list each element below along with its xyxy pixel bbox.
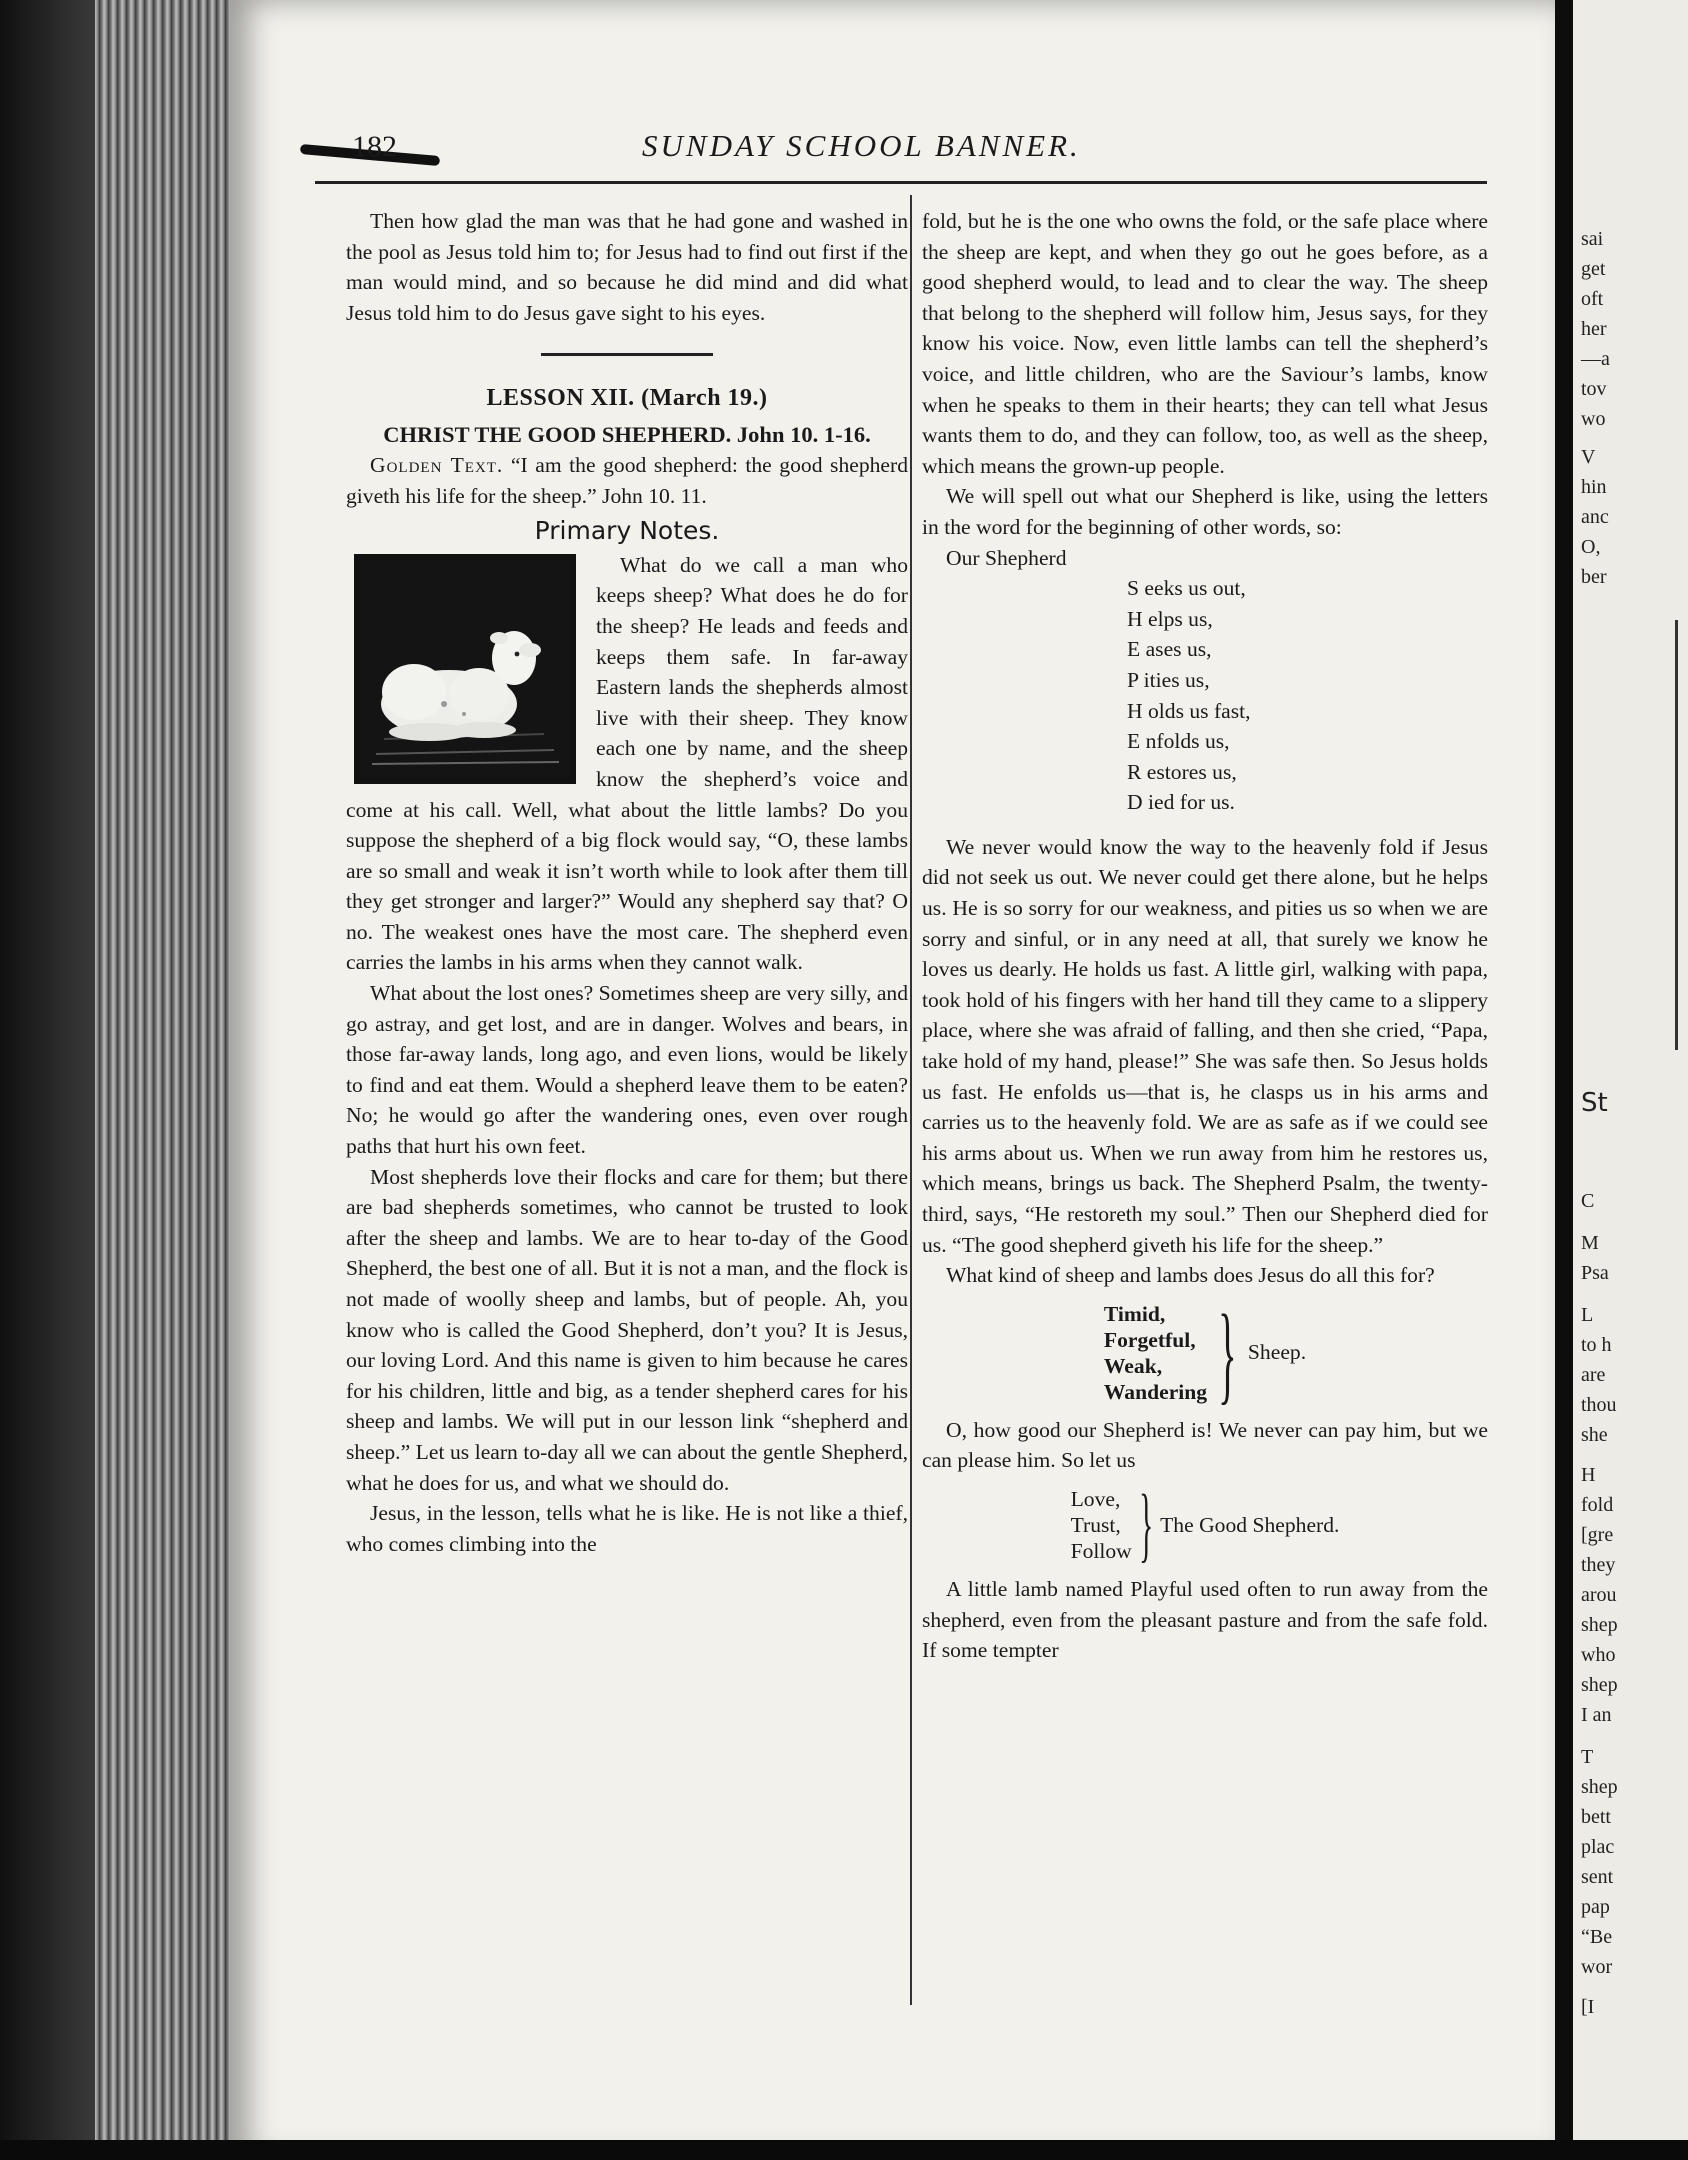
brace-item: Love, [1070,1486,1121,1511]
adjacent-page-text-fragment: St [1581,1088,1608,1118]
paragraph: fold, but he is the one who owns the fold, or the safe place where the sheep are kept, and when they go out he goes before, as a good shepherd would, to lead and to clear the way. The sheep that belong to the shepherd will follow him, Jesus says, for they know his voice. Now, even little lambs can tell the shepherd’s voice, and little children, who are the Saviour’s lambs, know when he speaks to them in their hearts; they can tell what Jesus wants them to do, and they can follow, too, as well as the sheep, which means the grown-up people. [922,209,1488,478]
opening-paragraph: Then how glad the man was that he had gone and washed in the pool as Jesus told him to; for Jesus had to find out first if the man would mind, and so because he did mind and did what Jesus told him to do Jesus gave sight to his eyes. [346,209,908,325]
adjacent-page-text-fragment: C [1581,1190,1595,1212]
brace-item: Forgetful, [1103,1327,1196,1352]
paragraph: What about the lost ones? Sometimes sheep are very silly, and go astray, and get lost, and are in danger. Wolves and bears, in those far-away lands, long ago, and even lions, would be likely to find and eat them. Would a shepherd leave them to be eaten? No; he would go after the wandering ones, even over rough paths that hurt his own feet. [346,981,908,1159]
adjacent-page-rule [1675,620,1678,1050]
book-binding-shadow [0,0,95,2160]
adjacent-page-text-fragment: get [1581,258,1606,280]
golden-text-label: Golden Text. [370,452,504,477]
adjacent-page-text-fragment: are [1581,1364,1606,1386]
adjacent-page-text-fragment: —a [1581,348,1610,370]
lesson-title: CHRIST THE GOOD SHEPHERD. John 10. 1-16. [383,421,871,447]
adjacent-page-text-fragment: O, [1581,536,1601,558]
brace-item: Wandering [1103,1379,1208,1404]
adjacent-page-text-fragment: pap [1581,1896,1610,1918]
adjacent-page-text-fragment: [I [1581,1996,1595,2018]
acrostic-line: R estores us, [1127,759,1237,784]
adjacent-page-text-fragment: ber [1581,566,1607,588]
adjacent-page-text-fragment: L [1581,1304,1594,1326]
adjacent-page-text-fragment: who [1581,1644,1616,1666]
page-header [310,128,1490,168]
adjacent-page-text-fragment: hin [1581,476,1607,498]
paragraph: Jesus, in the lesson, tells what he is like. He is not like a thief, who comes climbing into the [346,1501,908,1556]
running-title: SUNDAY SCHOOL BANNER. [642,128,1081,163]
adjacent-page-text-fragment: they [1581,1554,1616,1576]
brace-items [1104,1301,1207,1405]
book-gutter [1555,0,1573,2160]
acrostic-line: P ities us, [1127,667,1210,692]
paragraph: We will spell out what our Shepherd is like, using the letters in the word for the beginning of other words, so: [922,484,1488,539]
adjacent-page-text-fragment: wor [1581,1956,1613,1978]
adjacent-page-text-fragment: plac [1581,1836,1615,1858]
adjacent-page-text-fragment: sai [1581,228,1604,250]
adjacent-page-text-fragment: T [1581,1746,1594,1768]
adjacent-page-text-fragment: to h [1581,1334,1612,1356]
lamb-illustration [354,554,576,784]
adjacent-page-text-fragment: she [1581,1424,1608,1446]
acrostic-line: S eeks us out, [1127,576,1246,601]
adjacent-page-text-fragment: arou [1581,1584,1617,1606]
brace-item: Trust, [1070,1512,1121,1537]
brace-icon: } [1218,1291,1237,1414]
paragraph: What kind of sheep and lambs does Jesus do all this for? [946,1263,1435,1288]
adjacent-page-text-fragment: oft [1581,288,1604,310]
scan-bottom-edge [0,2140,1688,2160]
paragraph: O, how good our Shepherd is! We never can pay him, but we can please him. So let us [922,1417,1488,1473]
adjacent-page-text-fragment: “Be [1581,1926,1613,1948]
adjacent-page-text-fragment: shep [1581,1614,1618,1636]
left-column [346,206,908,1559]
adjacent-page-text-fragment: her [1581,318,1607,340]
acrostic-line: H elps us, [1127,606,1213,631]
column-divider [910,195,912,2005]
adjacent-page-text-fragment: wo [1581,408,1606,430]
acrostic-line: H olds us fast, [1127,698,1251,723]
brace-item: Follow [1070,1538,1132,1563]
brace-group-sheep [922,1291,1488,1414]
adjacent-page-text-fragment: V [1581,446,1596,468]
right-column [922,206,1488,1666]
brace-label: The Good Shepherd. [1160,1512,1340,1537]
paragraph: We never would know the way to the heavenly fold if Jesus did not seek us out. We never could get there alone, but he helps us. He is so sorry for our weakness, and pities us so when we are sorry and sinful, or in any need at all, that surely we know he loves us dearly. He holds us fast. A little girl, walking with papa, took hold of his fingers with her hand till they came to a slippery place, where she was afraid of falling, and then she cried, “Papa, take hold of my hand, please!” She was safe then. So Jesus holds us fast. He enfolds us—that is, he clasps us in his arms and carries us to the heavenly fold. We are as safe as if we could see his arms about us. When we run away from him he restores us, which means, brings us back. The Shepherd Psalm, the twenty-third, says, “He restoreth my soul.” Then our Shepherd died for us. “The good shepherd giveth his life for the sheep.” [922,834,1488,1257]
adjacent-page-text-fragment: shep [1581,1776,1618,1798]
brace-item: Weak, [1103,1353,1163,1378]
adjacent-page-text-fragment: bett [1581,1806,1611,1828]
section-separator [541,353,713,356]
brace-label: Sheep. [1247,1340,1307,1365]
adjacent-page-text-fragment: anc [1581,506,1609,528]
brace-icon: } [1138,1477,1154,1571]
golden-text [346,450,908,511]
acrostic-list [1127,573,1488,818]
header-rule [315,181,1487,184]
adjacent-page-text-fragment: sent [1581,1866,1614,1888]
acrostic-line: E nfolds us, [1127,729,1230,754]
adjacent-page-fragment [1573,0,1688,2160]
adjacent-page-text-fragment: Psa [1581,1262,1609,1284]
adjacent-page-text-fragment: shep [1581,1674,1618,1696]
adjacent-page-text-fragment: M [1581,1232,1599,1254]
acrostic-intro: Our Shepherd [946,545,1067,570]
acrostic-line: E ases us, [1127,637,1212,662]
brace-item: Timid, [1103,1301,1166,1326]
section-title: Primary Notes. [534,516,720,546]
adjacent-page-text-fragment: H [1581,1464,1596,1486]
brace-items [1071,1486,1132,1564]
golden-text-body: “I am the good shepherd: the good shepherd giveth his life for the sheep.” John 10. 11. [346,452,909,508]
paragraph: A little lamb named Playful used often to run away from the shepherd, even from the pleasant pasture and from the safe fold. If some tempter [922,1576,1488,1663]
brace-group-good-shepherd [922,1477,1488,1571]
page-number: 182 [352,130,397,163]
acrostic-line: D ied for us. [1127,790,1235,815]
adjacent-page-text-fragment: fold [1581,1494,1614,1516]
paragraph: Most shepherds love their flocks and care for them; but there are bad shepherds sometimes, who cannot be trusted to look after the sheep and lambs. We are to hear to-day of the Good Shepherd, the best one of all. But it is not a man, and the flock is not made of woolly sheep and lambs, but of people. Ah, you know who is called the Good Shepherd, don’t you? It is Jesus, our loving Lord. And this name is given to him because he cares for his children, little and big, as a tender shepherd cares for his sheep and lambs. We will put in our lesson link “shepherd and sheep.” Let us learn to-day all we can about the gentle Shepherd, what he does for us, and what we should do. [346,1164,908,1495]
adjacent-page-text-fragment: tov [1581,378,1607,400]
lesson-heading: LESSON XII. (March 19.) [486,385,768,412]
adjacent-page-text-fragment: thou [1581,1394,1617,1416]
paragraph: What do we call a man who keeps sheep? What does he do for the sheep? He leads and feeds and keeps them safe. In far-away Eastern lands the shepherds almost live with their sheep. They know each one by name, and the sheep know the shepherd’s voice and come at his call. Well, what about the little lambs? Do you suppose the shepherd of a big flock would say, “O, these lambs are so small and weak it isn’t worth while to look after them till they get stronger and larger?” Would any shepherd say that? O no. The weakest ones have the most care. The shepherd even carries the lambs in his arms when they cannot walk. [346,552,908,975]
adjacent-page-text-fragment: [gre [1581,1524,1614,1546]
adjacent-page-text-fragment: I an [1581,1704,1612,1726]
